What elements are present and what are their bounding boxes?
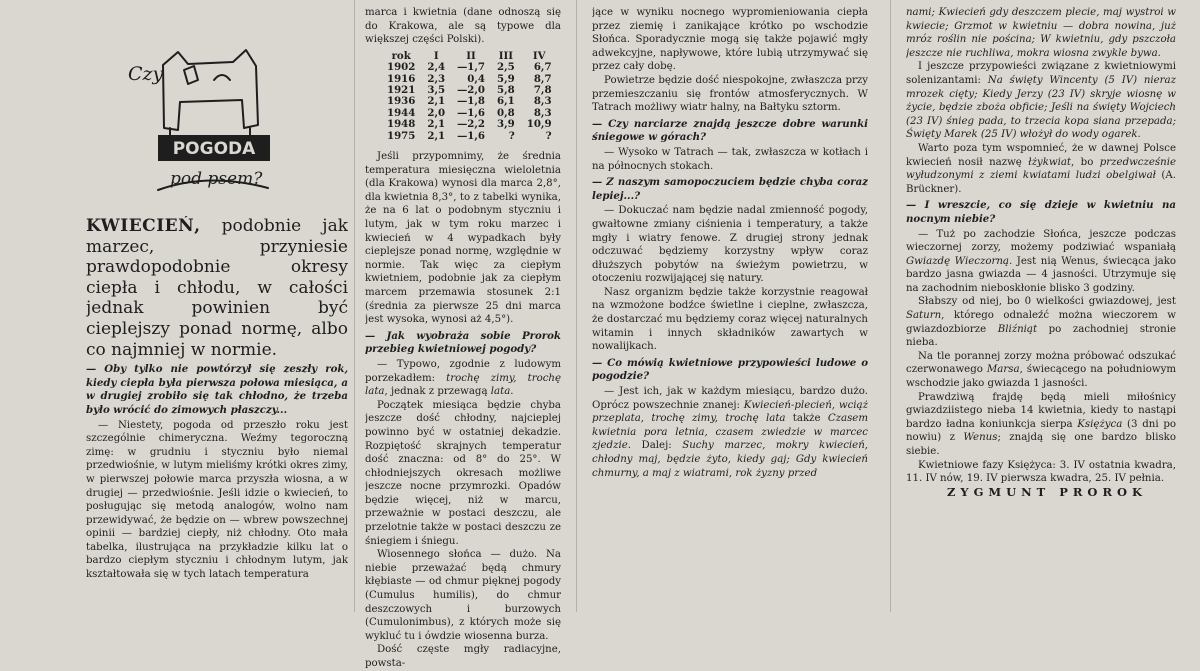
table-cell: 2,4 — [427, 61, 446, 74]
table-cell: 1975 — [387, 129, 416, 142]
paragraph-continued: jące w wyniku nocnego wypromieniowania ciepła przez ziemię i zanikające krótko po wschodzie Słońca. Sporadycznie mogą się także pojawić mgły adwekcyjne, napływowe, które lubią utrzymywać się przez cały dobę. — [592, 7, 868, 73]
pogoda-pod-psem-logo — [118, 40, 298, 200]
table-cell: 8,3 — [533, 95, 552, 108]
table-row — [381, 119, 558, 130]
saying: lata — [490, 386, 511, 398]
table-cell: 6,1 — [497, 95, 515, 108]
paragraph — [365, 358, 561, 399]
table-cell: 0,8 — [497, 106, 515, 119]
dog-outline-icon — [163, 50, 258, 130]
table-cell: 8,3 — [533, 106, 552, 119]
table-cell: 0,4 — [467, 72, 486, 85]
article-column-4 — [906, 6, 1176, 499]
table-cell: 8,7 — [533, 72, 552, 85]
text-span: Warto poza tym wspomnieć, że w dawnej Polsce kwiecień nosił nazwę — [906, 142, 1176, 168]
saying: Czasem kwietnia pora letnia, czasem zwiedzie w marcec zjedzie — [592, 413, 868, 452]
text-span: , którego odnaleźć można wieczorem w gwiazdozbiorze — [906, 310, 1176, 335]
table-row — [381, 62, 558, 73]
question-3: — Czy narciarze znajdą jeszcze dobre warunki śniegowe w górach? — [592, 117, 868, 144]
text-span: — Jest ich, jak w każdym miesiącu, bardzo dużo. Oprócz powszechnie znanej: — [592, 386, 868, 411]
question-5: — Co mówią kwietniowe przypowieści ludowe o pogodzie? — [592, 356, 868, 383]
text-span: (3 dni po nowiu) z — [906, 418, 1176, 444]
text-span: I jeszcze przypowieści związane z kwietniowymi solenizantami: — [906, 61, 1176, 86]
saying: łżykwiat — [1028, 156, 1072, 168]
text-span: . Jest nią Wenus, świecąca jako bardzo jasna gwiazda — 4 jasności. Utrzymuje się na zachodnim nieboskłonie blisko 3 godziny. — [906, 255, 1176, 294]
dog-eye-icon — [214, 75, 230, 80]
emphasis: Bliźniąt — [997, 323, 1038, 335]
paragraph — [906, 142, 1176, 196]
table-cell: 2,0 — [427, 106, 446, 119]
text-span: — Typowo, zgodnie z ludowym porzekadłem: — [365, 358, 561, 384]
table-header-cell: IV — [532, 49, 546, 62]
paragraph: Nasz organizm będzie także korzystnie reagował na wzmożone bodźce świetlne i cieplne, zwłaszcza, że dostarczać mu będziemy coraz więcej naturalnych witamin i innych składników zawartych w nowalijkach. — [592, 286, 868, 353]
text-span: — Tuż po zachodzie Słońca, jeszcze podczas wieczornej zorzy, możemy podziwiać wspaniałą — [906, 228, 1176, 254]
paragraph: — Dokuczać nam będzie nadal zmienność pogody, gwałtowne zmiany ciśnienia i temperatury, a także mgły i wiatry fenowe. Z drugiej strony jednak odczuwać będziemy korzystny wpływ coraz dłuższych pobytów na świeżym powietrzu, w otoczeniu rozwijającej się natury. — [592, 205, 868, 285]
header-word-czy: Czy — [128, 63, 164, 85]
text-span: także — [785, 413, 828, 425]
table-cell: —2,2 — [457, 118, 486, 131]
saying: trochę zimy, trochę lata — [365, 372, 561, 398]
column-divider — [576, 0, 577, 612]
table-cell: 2,1 — [427, 95, 446, 108]
table-cell: 1902 — [387, 61, 416, 74]
question-1: — Oby tylko nie powtórzył się zeszły rok, kiedy ciepła była pierwsza połowa miesiąca, a w drugiej zrobiło się tak chłodno, że trzeba było wrócić do zimowych płaszczy... — [86, 363, 348, 416]
lead-start: KWIECIEŃ, — [86, 216, 201, 236]
table-cell: 7,8 — [533, 84, 552, 96]
question-6: — I wreszcie, co się dzieje w kwietniu na nocnym niebie? — [906, 199, 1176, 225]
paragraph: Powietrze będzie dość niespokojne, zwłaszcza przy przemieszczaniu się frontów atmosferycznych. W Tatrach możliwy wiatr halny, na Bałtyku sztorm. — [592, 74, 868, 114]
table-cell: 2,1 — [427, 118, 446, 131]
header-word-pogoda: POGODA — [172, 139, 256, 159]
table-cell: 1916 — [387, 72, 416, 85]
emphasis: Gwiazdę Wieczorną — [906, 255, 1009, 267]
paragraph: Kwietniowe fazy Księżyca: 3. IV ostatnia kwadra, 11. IV nów, 19. IV pierwsza kwadra, 25. IV pełnia. — [906, 459, 1176, 485]
table-header-cell: III — [498, 49, 514, 62]
saying: Na święty Wincenty (5 IV) nieraz mrozek cięty; Kiedy Jerzy (23 IV) skryje wiosnę w życie, będzie zboża obficie; Jeśli na święty Wojciech (23 IV) śnieg pada, to trzecia kopa siana przepada; Święty Marek (25 IV) włożył do wody ogarek. — [906, 74, 1176, 141]
text-span: ; znajdą się one bardzo blisko siebie. — [906, 432, 1176, 457]
lead-rest: podobnie jak marzec, przyniesie prawdopodobnie okresy ciepła i chłodu, w całości jednak powinien być cieplejszy ponad normę, albo co najmniej w normie. — [86, 216, 348, 360]
table-cell: 1944 — [387, 106, 416, 119]
table-cell: 2,1 — [427, 129, 446, 142]
table-cell: 1921 — [387, 84, 416, 96]
paragraph: — Wysoko w Tatrach — tak, zwłaszcza w kotłach i na północnych stokach. — [592, 146, 868, 172]
saying: Kwiecień-plecień, wciąż przeplata, trochę zimy, trochę lata — [592, 399, 868, 425]
table-cell: —1,8 — [457, 95, 486, 108]
table-cell: 3,5 — [427, 84, 446, 96]
text-span: Słabszy od niej, bo 0 wielkości gwiazdowej, jest — [918, 296, 1176, 308]
table-cell: 1936 — [387, 95, 416, 108]
emphasis: Marsa — [986, 364, 1020, 376]
table-cell: 1948 — [387, 118, 416, 131]
text-span: (A. Brückner). — [906, 170, 1176, 195]
table-cell: 2,5 — [497, 61, 515, 74]
table-cell: —1,6 — [457, 129, 486, 142]
temperature-table — [381, 51, 558, 142]
table-header-cell: rok — [391, 49, 411, 62]
paragraph — [906, 391, 1176, 459]
header-word-pod-psem: pod psem? — [170, 169, 263, 189]
article-column-1 — [86, 216, 348, 582]
dog-ear-icon — [184, 66, 198, 84]
emphasis: Saturn — [906, 310, 942, 322]
table-header-cell: I — [433, 49, 439, 62]
answer-paragraph: — Niestety, pogoda od przeszło roku jest szczególnie chimeryczna. Weźmy tegoroczną zimę: w grudniu i styczniu było niemal przedwiośnie, w lutym mieliśmy krótki okres zimy, w pierwszej połowie marca przyszła wiosna, a w drugiej — przedwiośnie. Jeśli idzie o kwiecień, to posługując się metodą analogów, wolno nam przewidywać, że będzie on — wbrew powszechnej opinii — bardziej ciepły, niż chłodny. Oto mała tabelka, ilustrująca na przykładzie kilku lat o bardzo ciepłym styczniu i chłodnym lutym, jak kształtowała się w tych latach temperatura — [86, 419, 348, 581]
lead-paragraph — [86, 216, 348, 360]
article-column-3 — [592, 6, 868, 480]
author-signature: ZYGMUNT PROROK — [946, 484, 1148, 499]
paragraph: Dość częste mgły radiacyjne, powsta- — [365, 644, 561, 669]
text-span: , świecącego na południowym wschodzie jako gwiazda 1 jasności. — [906, 364, 1176, 390]
emphasis: Księżyca — [1077, 418, 1123, 430]
table-cell: 3,9 — [497, 118, 515, 131]
table-cell: 5,8 — [497, 84, 515, 96]
table-header-cell: II — [466, 49, 476, 62]
saying: przedwcześnie wyłudzonymi z ziemi kwiatami ludzi obelgiwał — [906, 156, 1176, 182]
paragraph: Wiosennego słońca — dużo. Na niebie przeważać będą chmury kłębiaste — od chmur pięknej pogody (Cumulus humilis), do chmur deszczowych i burzowych (Cumulonimbus), z których może się wykluć tu i ówdzie wiosenna burza. — [365, 549, 561, 642]
paragraph — [906, 295, 1176, 349]
table-cell: 5,9 — [497, 72, 515, 85]
question-2: — Jak wyobraża sobie Prorok przebieg kwietniowej pogody? — [365, 329, 561, 356]
paragraph — [906, 228, 1176, 296]
text-span: , bo — [1071, 156, 1100, 168]
paragraph: Początek miesiąca będzie chyba jeszcze dość chłodny, najcieplej powinno być w ostatniej dekadzie. Rozpiętość skrajnych temperatur dość znaczna: od 8° do 25°. W chłodniejszych okresach możliwe jeszcze nocne przymrozki. Opadów będzie więcej, niż w marcu, przeważnie w postaci deszczu, ale przelotnie także w postaci deszczu ze śniegiem i śniegu. — [365, 399, 561, 547]
table-cell: 10,9 — [526, 118, 552, 131]
table-cell: 6,7 — [533, 61, 552, 74]
emphasis: Wenus — [963, 432, 998, 444]
table-cell: —2,0 — [457, 84, 486, 96]
text-span: Na tle porannej zorzy można próbować odszukać czerwonawego — [906, 350, 1176, 376]
text-span: po zachodniej stronie nieba. — [906, 323, 1176, 349]
paragraph — [592, 385, 868, 480]
table-cell: ? — [545, 129, 552, 142]
table-body — [381, 62, 558, 142]
text-span: . — [510, 386, 514, 398]
table-cell: 2,3 — [427, 72, 446, 85]
text-span: , jednak z przewagą — [384, 386, 491, 398]
table-cell: ? — [508, 129, 515, 142]
paragraph-continued — [906, 6, 1176, 60]
paragraph — [906, 350, 1176, 391]
saying: Suchy marzec, mokry kwiecień, chłodny maj, będzie żyto, kiedy gaj; Gdy kwiecień chmurny, a maj z wiatrami, rok żyzny przed — [592, 440, 868, 479]
article-column-2 — [365, 6, 561, 671]
column-divider — [890, 0, 891, 612]
paragraph: Jeśli przypomnimy, że średnia temperatura miesięczna wieloletnia (dla Krakowa) wynosi dla marca 2,8°, dla kwietnia 8,3°, to z tabelki wynika, że na 6 lat o podobnym styczniu i lutym, jak w tym roku marzec i kwiecień w 4 wypadkach były cieplejsze ponad normę, względnie w normie. Tak więc za ciepłym kwietniem, podobnie jak za ciepłym marcem przemawia stosunek 2:1 (średnia za pierwsze 25 dni marca jest wysoka, wynosi aż 4,5°). — [365, 151, 561, 326]
text-span: . Dalej: — [627, 440, 683, 452]
table-cell: —1,7 — [457, 61, 486, 74]
question-4: — Z naszym samopoczuciem będzie chyba coraz lepiej...? — [592, 176, 868, 202]
paragraph-continued: marca i kwietnia (dane odnoszą się do Krakowa, ale są typowe dla większej części Polski). — [365, 7, 561, 46]
text-span: Prawdziwą frajdę będą mieli miłośnicy gwiazdziistego nieba 14 kwietnia, kiedy to nastąpi bardzo ładna koniunkcja sierpa — [906, 391, 1176, 430]
saying: nami; Kwiecień gdy deszczem plecie, maj wystroi w kwiecie; Grzmot w kwietniu — dobra nowina, już mróz roślin nie pościna; W kwietniu, gdy pszczoła jeszcze nie ruchliwa, mokra wiosna zwykle bywa. — [906, 7, 1176, 59]
paragraph — [906, 60, 1176, 142]
column-divider — [354, 0, 355, 612]
table-cell: —1,6 — [457, 106, 486, 119]
table-row — [381, 131, 558, 142]
